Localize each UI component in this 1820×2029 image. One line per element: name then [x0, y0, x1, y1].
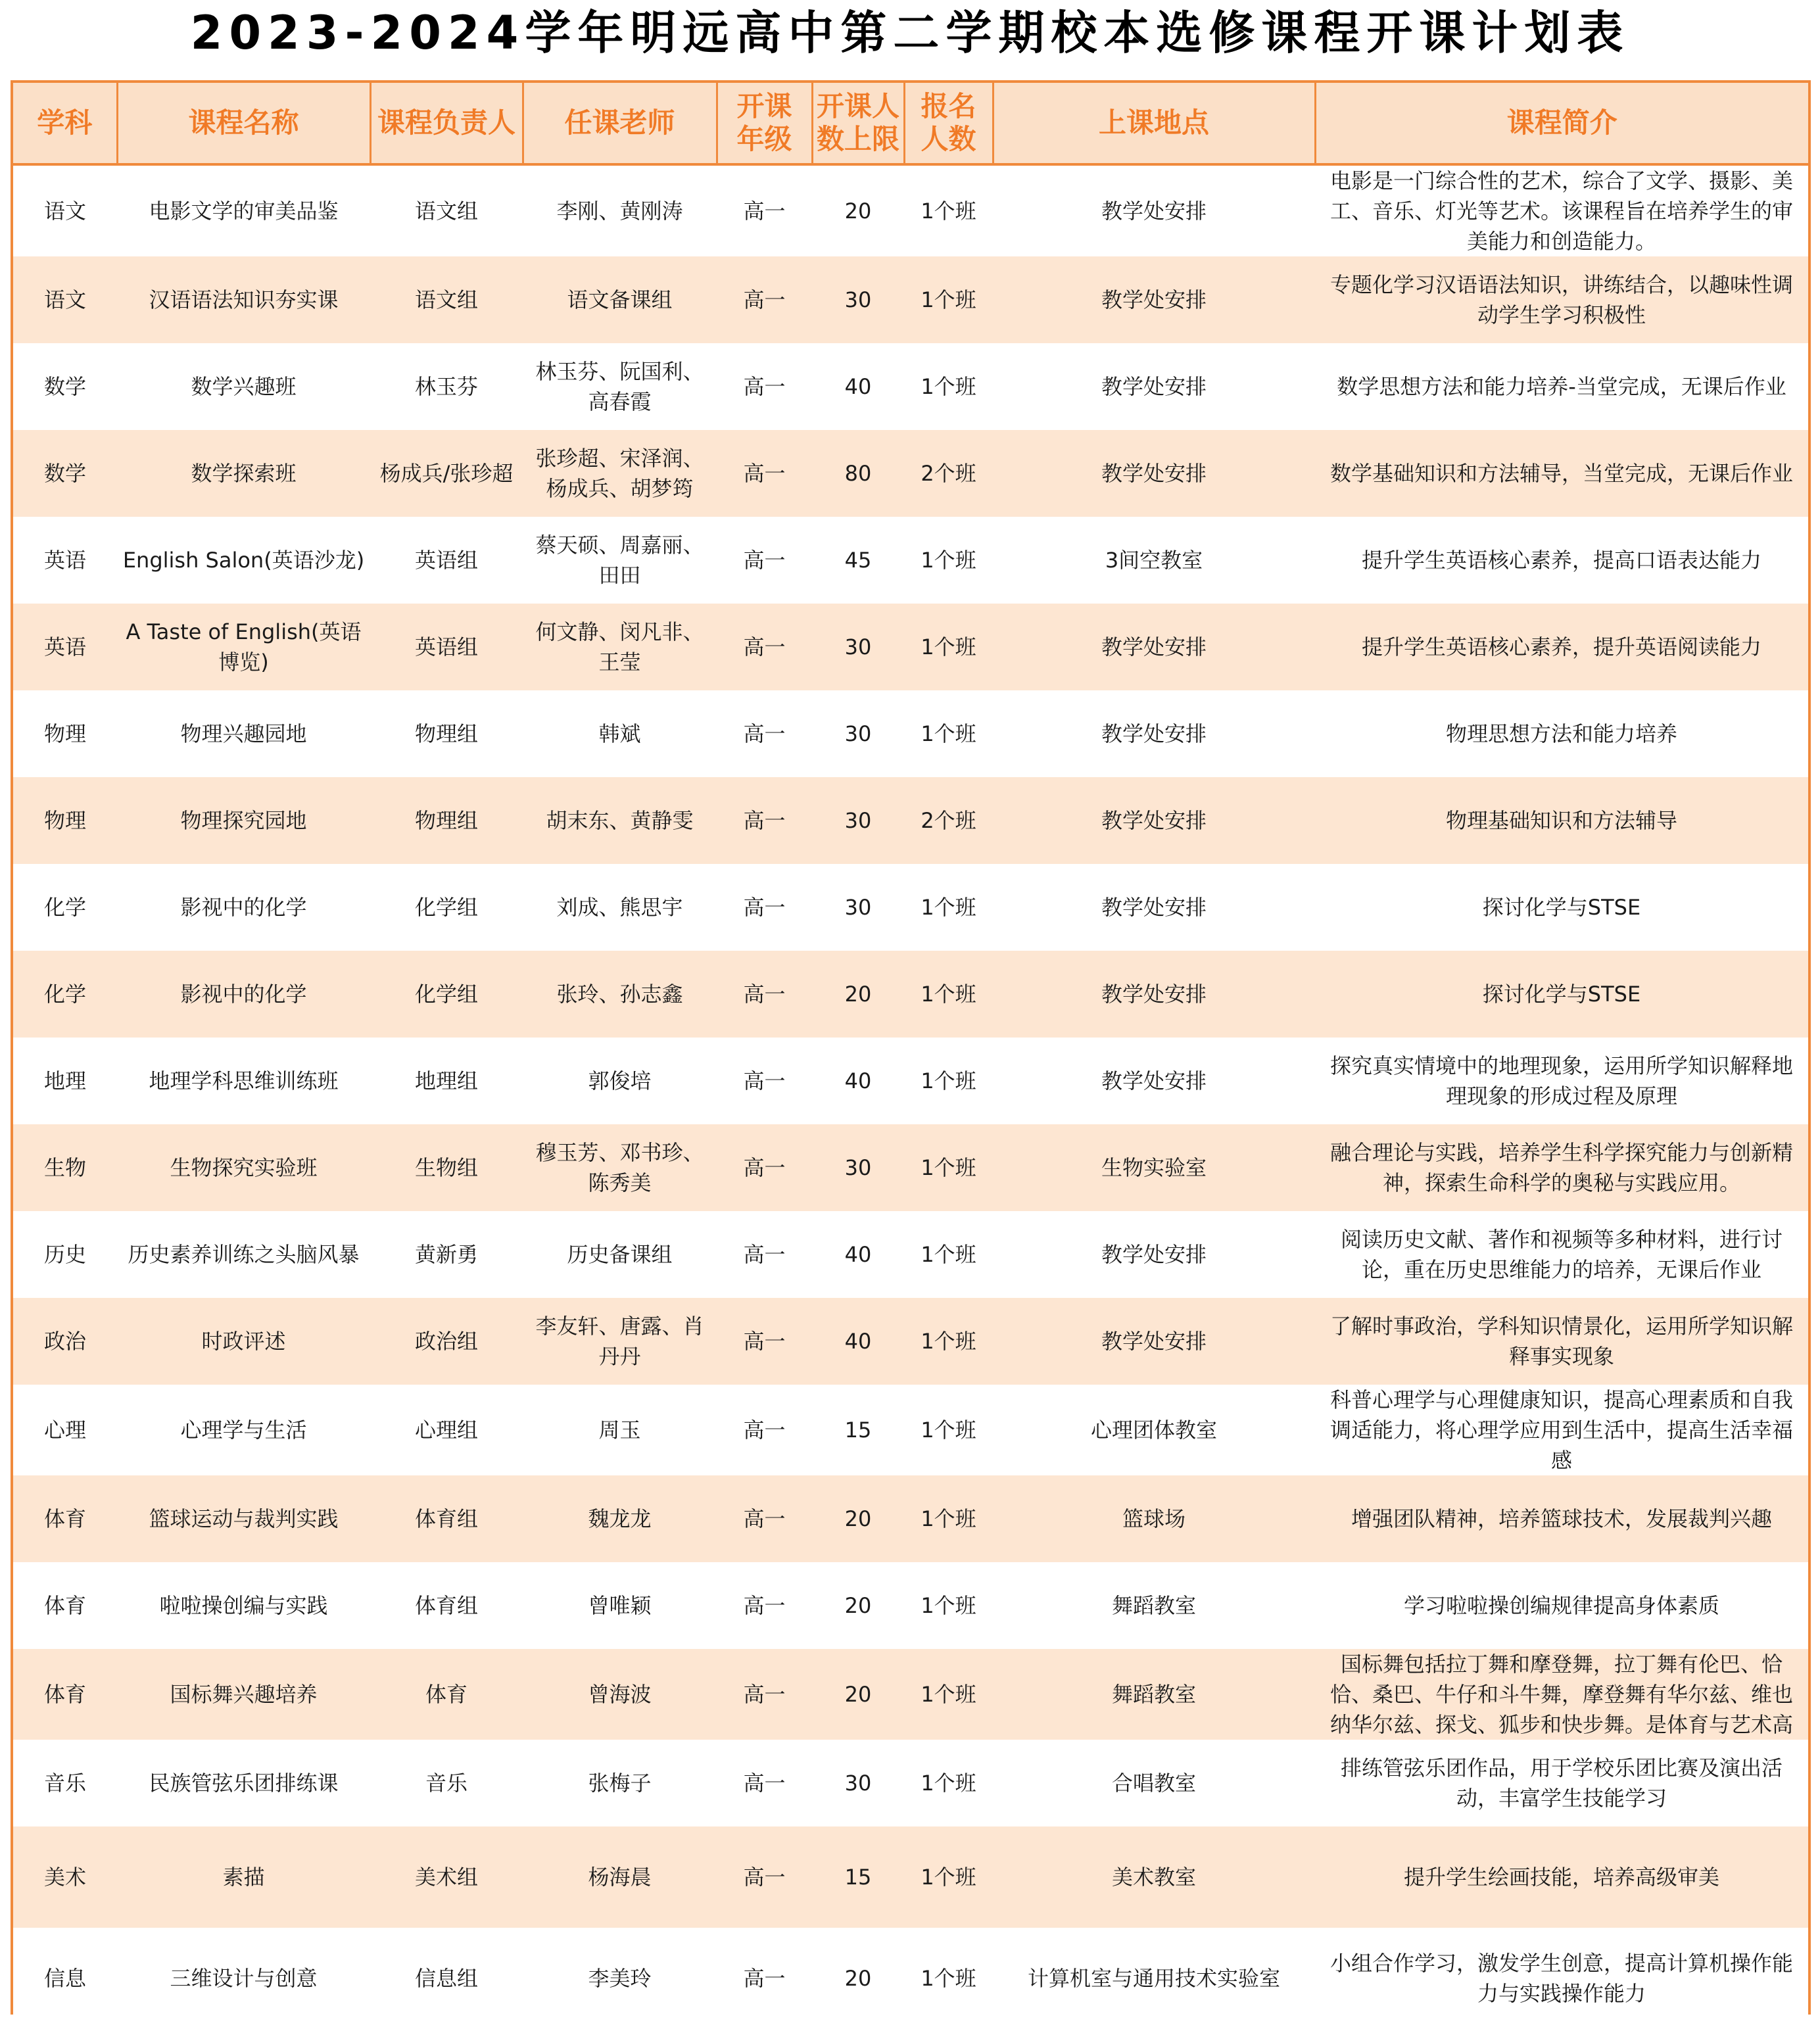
cell-grade: 高一 — [717, 1211, 812, 1298]
table-row — [13, 1038, 1808, 1124]
cell-leader: 生物组 — [370, 1124, 523, 1211]
cell-location: 合唱教室 — [993, 1740, 1315, 1826]
cell-course: 国标舞兴趣培养 — [117, 1649, 370, 1740]
cell-subject: 英语 — [13, 604, 117, 690]
cell-intro — [1315, 690, 1808, 777]
cell-location: 舞蹈教室 — [993, 1562, 1315, 1649]
cell-limit: 20 — [812, 951, 904, 1038]
cell-subject: 化学 — [13, 864, 117, 951]
cell-grade: 高一 — [717, 343, 812, 430]
cell-teacher: 张梅子 — [523, 1740, 717, 1826]
cell-intro-text: 融合理论与实践，培养学生科学探究能力与创新精神，探索生命科学的奥秘与实践应用。 — [1329, 1140, 1793, 1195]
cell-enroll: 1个班 — [904, 1298, 993, 1385]
cell-limit: 20 — [812, 1562, 904, 1649]
cell-location: 教学处安排 — [993, 604, 1315, 690]
cell-intro-text: 小组合作学习，激发学生创意，提高计算机操作能力与实践操作能力 — [1329, 1951, 1793, 2006]
cell-course: 历史素养训练之头脑风暴 — [117, 1211, 370, 1298]
cell-enroll: 1个班 — [904, 1124, 993, 1211]
cell-intro — [1315, 1298, 1808, 1385]
cell-location: 教学处安排 — [993, 1211, 1315, 1298]
cell-teacher: 穆玉芳、邓书珍、陈秀美 — [523, 1124, 717, 1211]
cell-enroll: 1个班 — [904, 951, 993, 1038]
cell-intro — [1315, 1385, 1808, 1475]
cell-leader: 政治组 — [370, 1298, 523, 1385]
cell-enroll: 1个班 — [904, 164, 993, 256]
table-row — [13, 164, 1808, 256]
cell-grade: 高一 — [717, 256, 812, 343]
cell-intro — [1315, 604, 1808, 690]
cell-intro-text: 探讨化学与STSE — [1482, 982, 1641, 1007]
cell-leader: 化学组 — [370, 864, 523, 951]
cell-subject: 信息 — [13, 1928, 117, 2029]
cell-limit: 20 — [812, 1475, 904, 1562]
cell-limit: 30 — [812, 604, 904, 690]
table-row — [13, 604, 1808, 690]
cell-leader: 杨成兵/张珍超 — [370, 430, 523, 517]
cell-grade: 高一 — [717, 517, 812, 604]
cell-grade: 高一 — [717, 1385, 812, 1475]
page-title: 2023-2024学年明远高中第二学期校本选修课程开课计划表 — [190, 6, 1630, 60]
cell-intro-text: 阅读历史文献、著作和视频等多种材料，进行讨论，重在历史思维能力的培养，无课后作业 — [1340, 1227, 1783, 1282]
table-row — [13, 517, 1808, 604]
cell-intro-text: 了解时事政治，学科知识情景化，运用所学知识解释事实现象 — [1329, 1314, 1793, 1369]
cell-intro — [1315, 1475, 1808, 1562]
cell-teacher: 郭俊培 — [523, 1038, 717, 1124]
cell-teacher: 语文备课组 — [523, 256, 717, 343]
cell-teacher: 林玉芬、阮国利、高春霞 — [523, 343, 717, 430]
table-row — [13, 1385, 1808, 1475]
cell-subject: 语文 — [13, 256, 117, 343]
cell-grade: 高一 — [717, 430, 812, 517]
cell-subject: 物理 — [13, 690, 117, 777]
cell-leader: 物理组 — [370, 690, 523, 777]
cell-teacher: 周玉 — [523, 1385, 717, 1475]
cell-teacher: 李美玲 — [523, 1928, 717, 2029]
cell-grade: 高一 — [717, 777, 812, 864]
cell-intro-text: 数学基础知识和方法辅导，当堂完成，无课后作业 — [1329, 461, 1793, 486]
cell-course: 数学兴趣班 — [117, 343, 370, 430]
cell-intro — [1315, 1740, 1808, 1826]
cell-leader: 美术组 — [370, 1826, 523, 1928]
cell-limit: 40 — [812, 1038, 904, 1124]
table-row — [13, 1211, 1808, 1298]
table-row — [13, 343, 1808, 430]
cell-enroll: 1个班 — [904, 517, 993, 604]
cell-location: 3间空教室 — [993, 517, 1315, 604]
cell-course: 心理学与生活 — [117, 1385, 370, 1475]
cell-limit: 30 — [812, 256, 904, 343]
cell-grade: 高一 — [717, 951, 812, 1038]
table-row — [13, 430, 1808, 517]
cell-intro — [1315, 1649, 1808, 1740]
cell-limit: 15 — [812, 1385, 904, 1475]
cell-grade: 高一 — [717, 1928, 812, 2029]
cell-intro — [1315, 777, 1808, 864]
cell-course: English Salon(英语沙龙) — [117, 517, 370, 604]
cell-enroll: 1个班 — [904, 1038, 993, 1124]
cell-leader: 黄新勇 — [370, 1211, 523, 1298]
cell-intro-text: 增强团队精神，培养篮球技术，发展裁判兴趣 — [1351, 1506, 1772, 1531]
table-row — [13, 1124, 1808, 1211]
cell-enroll: 1个班 — [904, 1211, 993, 1298]
cell-course: 啦啦操创编与实践 — [117, 1562, 370, 1649]
cell-intro — [1315, 343, 1808, 430]
cell-grade: 高一 — [717, 1649, 812, 1740]
cell-location: 教学处安排 — [993, 430, 1315, 517]
course-table — [13, 83, 1808, 2029]
cell-course: 物理探究园地 — [117, 777, 370, 864]
cell-enroll: 1个班 — [904, 690, 993, 777]
table-row — [13, 951, 1808, 1038]
cell-leader: 物理组 — [370, 777, 523, 864]
cell-teacher: 张珍超、宋泽润、杨成兵、胡梦筠 — [523, 430, 717, 517]
cell-teacher: 魏龙龙 — [523, 1475, 717, 1562]
cell-intro — [1315, 864, 1808, 951]
cell-limit: 20 — [812, 164, 904, 256]
cell-teacher: 李刚、黄刚涛 — [523, 164, 717, 256]
cell-intro-text: 提升学生绘画技能，培养高级审美 — [1403, 1865, 1719, 1890]
cell-enroll: 1个班 — [904, 1928, 993, 2029]
header-intro: 课程简介 — [1315, 83, 1808, 164]
cell-limit: 45 — [812, 517, 904, 604]
cell-teacher: 历史备课组 — [523, 1211, 717, 1298]
header-course: 课程名称 — [117, 83, 370, 164]
cell-enroll: 1个班 — [904, 1385, 993, 1475]
cell-limit: 20 — [812, 1928, 904, 2029]
cell-leader: 信息组 — [370, 1928, 523, 2029]
cell-teacher: 杨海晨 — [523, 1826, 717, 1928]
cell-grade: 高一 — [717, 164, 812, 256]
cell-teacher: 李友轩、唐露、肖丹丹 — [523, 1298, 717, 1385]
cell-leader: 体育组 — [370, 1562, 523, 1649]
header-location: 上课地点 — [993, 83, 1315, 164]
table-row — [13, 690, 1808, 777]
cell-intro — [1315, 1826, 1808, 1928]
table-row — [13, 1649, 1808, 1740]
cell-course: 物理兴趣园地 — [117, 690, 370, 777]
cell-course: 影视中的化学 — [117, 864, 370, 951]
cell-teacher: 张玲、孙志鑫 — [523, 951, 717, 1038]
cell-subject: 体育 — [13, 1562, 117, 1649]
cell-intro-text: 探讨化学与STSE — [1482, 895, 1641, 920]
cell-course: 民族管弦乐团排练课 — [117, 1740, 370, 1826]
cell-intro — [1315, 430, 1808, 517]
cell-course: 三维设计与创意 — [117, 1928, 370, 2029]
cell-subject: 语文 — [13, 164, 117, 256]
cell-subject: 数学 — [13, 430, 117, 517]
cell-leader: 地理组 — [370, 1038, 523, 1124]
course-table-container — [11, 80, 1811, 2015]
cell-course: 篮球运动与裁判实践 — [117, 1475, 370, 1562]
cell-grade: 高一 — [717, 1124, 812, 1211]
header-leader: 课程负责人 — [370, 83, 523, 164]
cell-enroll: 1个班 — [904, 1740, 993, 1826]
cell-leader: 林玉芬 — [370, 343, 523, 430]
cell-grade: 高一 — [717, 690, 812, 777]
cell-enroll: 1个班 — [904, 343, 993, 430]
cell-limit: 30 — [812, 690, 904, 777]
cell-teacher: 曾唯颖 — [523, 1562, 717, 1649]
cell-subject: 生物 — [13, 1124, 117, 1211]
cell-location: 教学处安排 — [993, 777, 1315, 864]
cell-enroll: 1个班 — [904, 1562, 993, 1649]
cell-leader: 体育组 — [370, 1475, 523, 1562]
cell-leader: 体育 — [370, 1649, 523, 1740]
table-header-row — [13, 83, 1808, 164]
cell-course: 电影文学的审美品鉴 — [117, 164, 370, 256]
cell-location: 舞蹈教室 — [993, 1649, 1315, 1740]
cell-teacher: 何文静、闵凡非、王莹 — [523, 604, 717, 690]
cell-subject: 化学 — [13, 951, 117, 1038]
table-body — [13, 164, 1808, 2029]
cell-leader: 心理组 — [370, 1385, 523, 1475]
cell-enroll: 1个班 — [904, 604, 993, 690]
cell-enroll: 1个班 — [904, 1649, 993, 1740]
cell-intro-text: 提升学生英语核心素养，提高口语表达能力 — [1361, 548, 1761, 573]
table-row — [13, 1475, 1808, 1562]
cell-subject: 体育 — [13, 1475, 117, 1562]
table-row — [13, 864, 1808, 951]
cell-limit: 40 — [812, 343, 904, 430]
cell-intro — [1315, 517, 1808, 604]
cell-subject: 历史 — [13, 1211, 117, 1298]
cell-subject: 物理 — [13, 777, 117, 864]
cell-limit: 30 — [812, 777, 904, 864]
cell-course: 数学探索班 — [117, 430, 370, 517]
cell-course: 时政评述 — [117, 1298, 370, 1385]
cell-grade: 高一 — [717, 1826, 812, 1928]
cell-enroll: 2个班 — [904, 777, 993, 864]
cell-intro-text: 学习啦啦操创编规律提高身体素质 — [1403, 1593, 1719, 1618]
cell-course: A Taste of English(英语博览) — [117, 604, 370, 690]
cell-intro — [1315, 1211, 1808, 1298]
cell-intro-text: 国标舞包括拉丁舞和摩登舞，拉丁舞有伦巴、恰恰、桑巴、牛仔和斗牛舞，摩登舞有华尔兹、维也纳华尔兹、探戈、狐步和快步舞。是体育与艺术高 — [1329, 1652, 1793, 1737]
cell-location: 教学处安排 — [993, 256, 1315, 343]
cell-teacher: 曾海波 — [523, 1649, 717, 1740]
cell-grade: 高一 — [717, 1298, 812, 1385]
cell-grade: 高一 — [717, 1038, 812, 1124]
cell-leader: 语文组 — [370, 164, 523, 256]
cell-teacher: 胡末东、黄静雯 — [523, 777, 717, 864]
cell-leader: 化学组 — [370, 951, 523, 1038]
cell-location: 教学处安排 — [993, 690, 1315, 777]
header-enroll: 报名 人数 — [904, 83, 993, 164]
cell-course: 素描 — [117, 1826, 370, 1928]
cell-location: 计算机室与通用技术实验室 — [993, 1928, 1315, 2029]
header-teacher: 任课老师 — [523, 83, 717, 164]
cell-subject: 美术 — [13, 1826, 117, 1928]
cell-intro — [1315, 256, 1808, 343]
cell-limit: 80 — [812, 430, 904, 517]
cell-intro-text: 专题化学习汉语语法知识，讲练结合，以趣味性调动学生学习积极性 — [1329, 272, 1793, 327]
cell-grade: 高一 — [717, 864, 812, 951]
cell-enroll: 2个班 — [904, 430, 993, 517]
cell-leader: 语文组 — [370, 256, 523, 343]
cell-location: 教学处安排 — [993, 164, 1315, 256]
cell-location: 心理团体教室 — [993, 1385, 1315, 1475]
cell-leader: 英语组 — [370, 604, 523, 690]
cell-subject: 政治 — [13, 1298, 117, 1385]
cell-intro — [1315, 951, 1808, 1038]
header-subject: 学科 — [13, 83, 117, 164]
cell-enroll: 1个班 — [904, 1826, 993, 1928]
cell-limit: 30 — [812, 1740, 904, 1826]
cell-limit: 40 — [812, 1298, 904, 1385]
cell-location: 教学处安排 — [993, 1298, 1315, 1385]
cell-subject: 体育 — [13, 1649, 117, 1740]
table-row — [13, 256, 1808, 343]
cell-course: 影视中的化学 — [117, 951, 370, 1038]
cell-intro-text: 探究真实情境中的地理现象，运用所学知识解释地理现象的形成过程及原理 — [1329, 1053, 1793, 1109]
cell-intro — [1315, 164, 1808, 256]
cell-limit: 15 — [812, 1826, 904, 1928]
table-row — [13, 1740, 1808, 1826]
cell-grade: 高一 — [717, 1475, 812, 1562]
header-grade: 开课 年级 — [717, 83, 812, 164]
cell-grade: 高一 — [717, 604, 812, 690]
cell-teacher: 刘成、熊思宇 — [523, 864, 717, 951]
cell-course: 汉语语法知识夯实课 — [117, 256, 370, 343]
cell-leader: 音乐 — [370, 1740, 523, 1826]
cell-intro-text: 排练管弦乐团作品，用于学校乐团比赛及演出活动，丰富学生技能学习 — [1340, 1755, 1783, 1811]
table-row — [13, 1826, 1808, 1928]
cell-teacher: 韩斌 — [523, 690, 717, 777]
cell-subject: 地理 — [13, 1038, 117, 1124]
table-row — [13, 777, 1808, 864]
cell-intro-text: 物理思想方法和能力培养 — [1445, 721, 1677, 746]
cell-intro-text: 数学思想方法和能力培养-当堂完成，无课后作业 — [1337, 374, 1786, 399]
cell-enroll: 1个班 — [904, 1475, 993, 1562]
cell-location: 教学处安排 — [993, 1038, 1315, 1124]
cell-location: 生物实验室 — [993, 1124, 1315, 1211]
cell-subject: 英语 — [13, 517, 117, 604]
cell-location: 教学处安排 — [993, 343, 1315, 430]
table-row — [13, 1562, 1808, 1649]
cell-limit: 30 — [812, 1124, 904, 1211]
cell-enroll: 1个班 — [904, 256, 993, 343]
cell-intro-text: 电影是一门综合性的艺术，综合了文学、摄影、美工、音乐、灯光等艺术。该课程旨在培养学生的审美能力和创造能力。 — [1329, 168, 1793, 254]
cell-limit: 30 — [812, 864, 904, 951]
table-row — [13, 1298, 1808, 1385]
cell-location: 教学处安排 — [993, 951, 1315, 1038]
cell-subject: 音乐 — [13, 1740, 117, 1826]
cell-teacher: 蔡天硕、周嘉丽、田田 — [523, 517, 717, 604]
cell-intro-text: 科普心理学与心理健康知识，提高心理素质和自我调适能力，将心理学应用到生活中，提高生活幸福感 — [1329, 1387, 1793, 1473]
cell-location: 美术教室 — [993, 1826, 1315, 1928]
cell-limit: 20 — [812, 1649, 904, 1740]
cell-limit: 40 — [812, 1211, 904, 1298]
cell-intro-text: 提升学生英语核心素养，提升英语阅读能力 — [1361, 634, 1761, 659]
cell-subject: 数学 — [13, 343, 117, 430]
cell-enroll: 1个班 — [904, 864, 993, 951]
cell-location: 篮球场 — [993, 1475, 1315, 1562]
cell-leader: 英语组 — [370, 517, 523, 604]
cell-course: 生物探究实验班 — [117, 1124, 370, 1211]
header-limit: 开课人 数上限 — [812, 83, 904, 164]
table-row — [13, 1928, 1808, 2029]
cell-course: 地理学科思维训练班 — [117, 1038, 370, 1124]
cell-grade: 高一 — [717, 1562, 812, 1649]
cell-subject: 心理 — [13, 1385, 117, 1475]
cell-intro — [1315, 1562, 1808, 1649]
cell-intro — [1315, 1928, 1808, 2029]
cell-intro — [1315, 1124, 1808, 1211]
cell-grade: 高一 — [717, 1740, 812, 1826]
cell-intro — [1315, 1038, 1808, 1124]
cell-intro-text: 物理基础知识和方法辅导 — [1445, 808, 1677, 833]
cell-location: 教学处安排 — [993, 864, 1315, 951]
